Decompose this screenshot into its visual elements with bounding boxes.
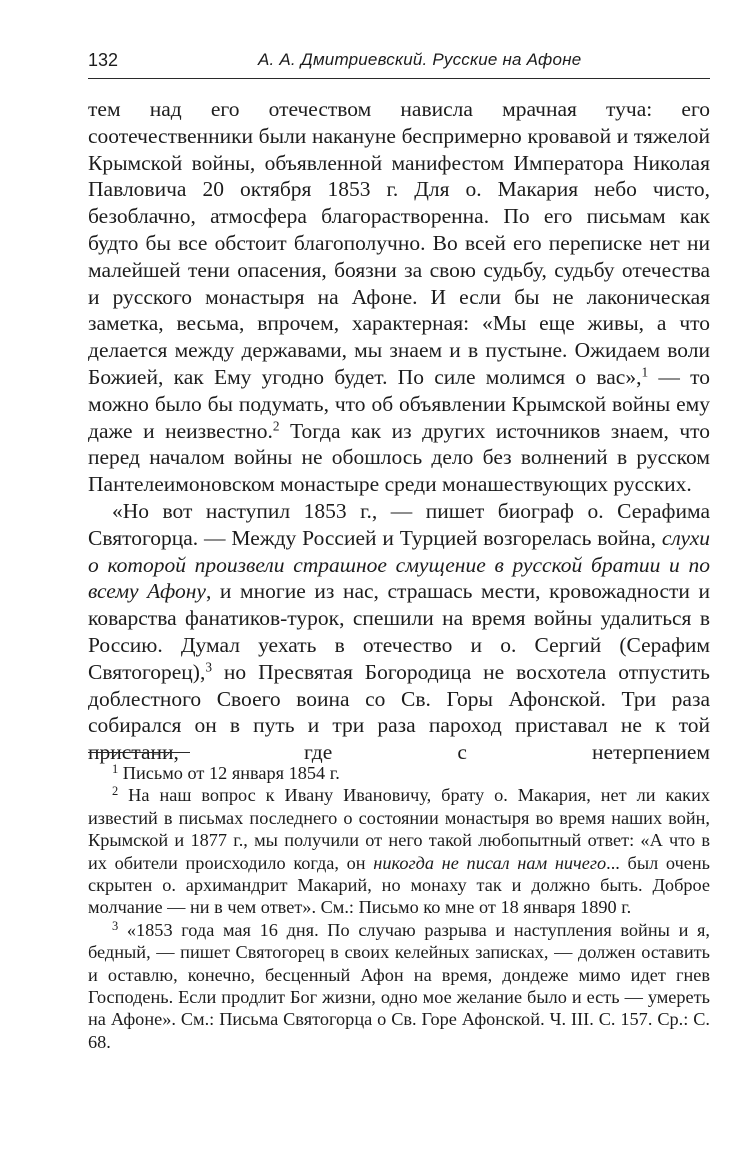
footnote-1-text: Письмо от 12 января 1854 г. (118, 763, 340, 783)
footnote-3 (88, 919, 710, 1053)
footnote-3-mark: 3 (112, 918, 119, 933)
footnotes (88, 762, 710, 1053)
paragraph-2-text-c: но Пресвятая Богородица не восхотела отпустить доблестного Своего воина со Св. Горы Афонской. Три раза собирался он в путь и три раза пароход приставал не к той пристани, где с нетерпением (88, 659, 710, 765)
paragraph-2-text-a: «Но вот наступил 1853 г., — пишет биограф о. Серафима Святогорца. — Между Россией и Турцией возгорелась война, (88, 498, 710, 550)
footnote-ref-1[interactable]: 1 (641, 364, 649, 380)
footnote-divider (88, 752, 190, 753)
footnote-ref-3[interactable]: 3 (205, 659, 212, 675)
footnote-1-mark: 1 (112, 761, 119, 776)
paragraph-2 (88, 498, 710, 766)
footnote-2-italic: никогда не писал нам ничего (373, 852, 607, 873)
footnote-1 (88, 762, 710, 784)
running-head: А. А. Дмитриевский. Русские на Афоне (258, 50, 582, 69)
footnote-2-mark: 2 (112, 784, 119, 799)
footnote-2 (88, 784, 710, 918)
footnote-3-text: «1853 года мая 16 дня. По случаю разрыва и наступления войны и я, бедный, — пишет Святогорец в своих келейных записках, — должен оставить и оставлю, конечно, бесценный Афон на время, дондеже мимо идет гнев Господень. Если продлит Бог жизни, одно мое желание было и есть — умереть на Афоне». См.: Письма Святогорца о Св. Горе Афонской. Ч. III. С. 157. Ср.: С. 68. (88, 919, 710, 1052)
page-number: 132 (88, 50, 119, 70)
paragraph-2-text-b: , и многие из нас, страшась мести, кровожадности и коварства фанатиков-турок, спешили на время войны удалиться в Россию. Думал уехать в отечество и о. Сергий (Серафим Святогорец), (88, 579, 711, 684)
paragraph-1 (88, 96, 710, 498)
paragraph-1-text-a: тем над его отечеством нависла мрачная туча: его соотечественники были накануне беспримерно кровавой и тяжелой Крымской войны, объявленной манифестом Императора Николая Павловича 20 октября 1853 г. Для о. Макария небо чисто, безоблачно, атмосфера благорастворенна. По его письмам как будто бы все обстоит благополучно. Во всей его переписке нет ни малейшей тени опасения, боязни за свою судьбу, судьбу отечества и русского монастыря на Афоне. И если бы не лаконическая заметка, весьма, впрочем, характерная: «Мы еще живы, а что делается между державами, мы знаем и в пустыне. Ожидаем воли Божией, как Ему угодно будет. По силе молимся о вас», (88, 97, 710, 389)
footnote-ref-2[interactable]: 2 (272, 418, 280, 434)
footnote-2-text-a: На наш вопрос к Ивану Ивановичу, брату о. Макария, нет ли каких известий в письмах последнего о состоянии монастыря во время наших войн, Крымской и 1877 г., мы получили от него такой любопытный ответ: «А что в их обители происходило когда, он (88, 785, 710, 873)
paragraph-2-italic: слухи о которой произвели страшное смущение в русской братии и по всему Афону (88, 525, 710, 604)
paragraph-1-text-b: — то можно было бы подумать, что об объявлении Крымской войны ему даже и неизвестно. (88, 364, 710, 443)
main-text (88, 96, 710, 766)
footnote-2-text-b: ... был очень скрытен о. архимандрит Макарий, но монаху так и должно быть. Доброе молчание — ни в чем ответ». См.: Письмо ко мне от 18 января 1890 г. (88, 852, 711, 918)
paragraph-1-text-c: Тогда как из других источников знаем, что перед началом войны не обошлось дело без волнений в русском Пантелеимоновском монастыре среди монашествующих русских. (88, 418, 710, 497)
page-header (88, 48, 710, 79)
